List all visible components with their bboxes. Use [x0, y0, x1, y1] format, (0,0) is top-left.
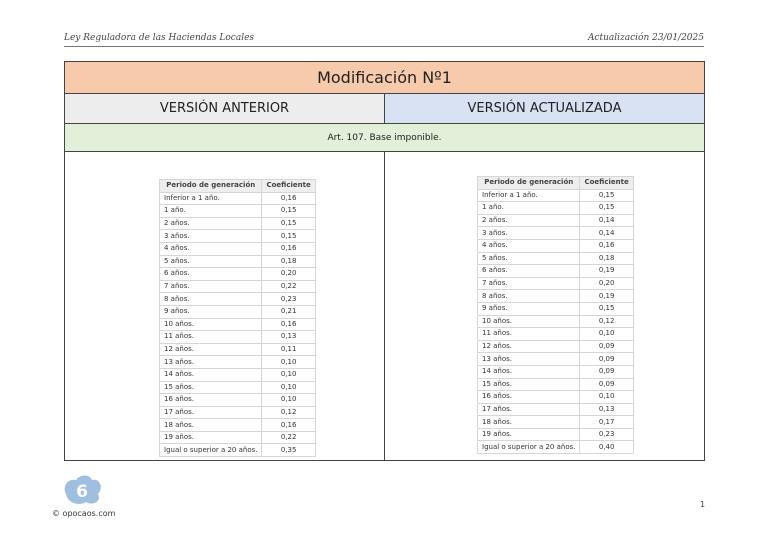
coefficient-cell: 0,15 [580, 302, 633, 315]
table-row [478, 416, 634, 429]
period-cell: 14 años. [160, 368, 262, 381]
table-row [160, 192, 316, 205]
coefficient-cell: 0,09 [580, 340, 633, 353]
table-row [160, 205, 316, 218]
table-row [478, 353, 634, 366]
coefficient-cell: 0,10 [580, 391, 633, 404]
table-row [160, 356, 316, 369]
period-cell: Igual o superior a 20 años. [160, 444, 262, 457]
table-row [478, 391, 634, 404]
comparison-table [64, 61, 705, 461]
content-row [65, 152, 704, 460]
period-cell: 1 año. [478, 202, 580, 215]
coefficient-cell: 0,15 [580, 202, 633, 215]
coefficient-cell: 0,12 [580, 315, 633, 328]
coefficient-cell: 0,22 [262, 431, 315, 444]
period-cell: 11 años. [478, 328, 580, 341]
header-divider [64, 46, 704, 47]
coefficient-header: Coeficiente [262, 180, 315, 193]
coefficient-cell: 0,16 [580, 239, 633, 252]
coefficient-cell: 0,16 [262, 318, 315, 331]
coefficient-cell: 0,18 [262, 255, 315, 268]
table-row [160, 331, 316, 344]
coefficient-cell: 0,18 [580, 252, 633, 265]
period-cell: 10 años. [160, 318, 262, 331]
article-heading: Art. 107. Base imponible. [65, 124, 704, 152]
period-cell: 17 años. [478, 403, 580, 416]
table-row [478, 302, 634, 315]
coefficient-cell: 0,10 [262, 381, 315, 394]
table-row [478, 265, 634, 278]
table-row [478, 428, 634, 441]
coefficient-cell: 0,15 [262, 217, 315, 230]
old-version-cell [65, 152, 385, 460]
coefficient-cell: 0,22 [262, 280, 315, 293]
period-cell: 18 años. [478, 416, 580, 429]
period-cell: 13 años. [160, 356, 262, 369]
table-row [160, 255, 316, 268]
period-cell: 1 año. [160, 205, 262, 218]
coefficient-cell: 0,15 [580, 189, 633, 202]
table-row [160, 343, 316, 356]
table-row [160, 444, 316, 457]
coefficient-cell: 0,13 [262, 331, 315, 344]
table-row [478, 365, 634, 378]
table-row [478, 202, 634, 215]
coefficient-cell: 0,17 [580, 416, 633, 429]
coefficient-cell: 0,21 [262, 305, 315, 318]
period-cell: 17 años. [160, 406, 262, 419]
coefficient-cell: 0,15 [262, 205, 315, 218]
period-cell: 6 años. [478, 265, 580, 278]
coefficient-cell: 0,10 [262, 368, 315, 381]
table-row [478, 403, 634, 416]
period-cell: 4 años. [160, 242, 262, 255]
period-cell: 18 años. [160, 419, 262, 432]
period-cell: 19 años. [478, 428, 580, 441]
coefficient-cell: 0,11 [262, 343, 315, 356]
coefficient-cell: 0,20 [580, 277, 633, 290]
coefficient-cell: 0,12 [262, 406, 315, 419]
coefficient-cell: 0,20 [262, 268, 315, 281]
period-cell: 9 años. [478, 302, 580, 315]
period-header: Periodo de generación [478, 177, 580, 190]
table-row [160, 381, 316, 394]
coefficient-cell: 0,14 [580, 214, 633, 227]
coefficient-cell: 0,16 [262, 192, 315, 205]
new-coefficient-table [477, 176, 634, 454]
period-cell: 13 años. [478, 353, 580, 366]
period-cell: 8 años. [160, 293, 262, 306]
period-cell: 12 años. [160, 343, 262, 356]
coefficient-cell: 0,16 [262, 419, 315, 432]
period-cell: 11 años. [160, 331, 262, 344]
new-version-heading: VERSIÓN ACTUALIZADA [385, 94, 704, 123]
period-cell: 7 años. [478, 277, 580, 290]
period-cell: 12 años. [478, 340, 580, 353]
table-row [160, 368, 316, 381]
table-row [160, 394, 316, 407]
period-cell: 16 años. [160, 394, 262, 407]
coefficient-cell: 0,40 [580, 441, 633, 454]
version-header-row [65, 94, 704, 124]
period-cell: Igual o superior a 20 años. [478, 441, 580, 454]
coefficient-cell: 0,19 [580, 290, 633, 303]
coefficient-cell: 0,13 [580, 403, 633, 416]
period-cell: 4 años. [478, 239, 580, 252]
coefficient-cell: 0,10 [262, 394, 315, 407]
table-row [160, 293, 316, 306]
table-row [160, 431, 316, 444]
coefficient-cell: 0,23 [262, 293, 315, 306]
page-number: 1 [700, 500, 706, 509]
table-row [478, 277, 634, 290]
coefficient-cell: 0,15 [262, 230, 315, 243]
old-version-heading: VERSIÓN ANTERIOR [65, 94, 385, 123]
period-cell: 7 años. [160, 280, 262, 293]
period-cell: 6 años. [160, 268, 262, 281]
coefficient-cell: 0,10 [580, 328, 633, 341]
period-cell: Inferior a 1 año. [160, 192, 262, 205]
table-row [478, 214, 634, 227]
opocaos-logo [58, 474, 106, 506]
coefficient-cell: 0,19 [580, 265, 633, 278]
table-row [160, 230, 316, 243]
period-cell: 3 años. [478, 227, 580, 240]
table-row [478, 340, 634, 353]
coefficient-cell: 0,09 [580, 378, 633, 391]
table-header-row [160, 180, 316, 193]
period-cell: 3 años. [160, 230, 262, 243]
coefficient-header: Coeficiente [580, 177, 633, 190]
period-cell: 5 años. [160, 255, 262, 268]
coefficient-cell: 0,09 [580, 365, 633, 378]
modification-title: Modificación Nº1 [65, 62, 704, 94]
coefficient-cell: 0,23 [580, 428, 633, 441]
running-header-right: Actualización 23/01/2025 [587, 33, 704, 43]
period-cell: Inferior a 1 año. [478, 189, 580, 202]
table-row [478, 227, 634, 240]
period-cell: 14 años. [478, 365, 580, 378]
period-cell: 19 años. [160, 431, 262, 444]
period-cell: 2 años. [478, 214, 580, 227]
table-row [478, 441, 634, 454]
table-header-row [478, 177, 634, 190]
table-row [478, 328, 634, 341]
old-coefficient-table [159, 179, 316, 457]
table-row [160, 419, 316, 432]
coefficient-cell: 0,10 [262, 356, 315, 369]
period-cell: 16 años. [478, 391, 580, 404]
coefficient-cell: 0,09 [580, 353, 633, 366]
table-row [478, 315, 634, 328]
table-row [478, 239, 634, 252]
period-cell: 5 años. [478, 252, 580, 265]
table-row [478, 189, 634, 202]
table-row [478, 378, 634, 391]
period-cell: 15 años. [160, 381, 262, 394]
table-row [478, 252, 634, 265]
new-version-cell [385, 152, 704, 460]
table-row [478, 290, 634, 303]
table-row [160, 406, 316, 419]
period-cell: 10 años. [478, 315, 580, 328]
logo-caption: © opocaos.com [52, 509, 116, 518]
table-row [160, 242, 316, 255]
period-cell: 15 años. [478, 378, 580, 391]
table-row [160, 217, 316, 230]
period-header: Periodo de generación [160, 180, 262, 193]
coefficient-cell: 0,16 [262, 242, 315, 255]
period-cell: 2 años. [160, 217, 262, 230]
logo-digit: 6 [76, 482, 88, 502]
table-row [160, 280, 316, 293]
table-row [160, 318, 316, 331]
period-cell: 8 años. [478, 290, 580, 303]
coefficient-cell: 0,14 [580, 227, 633, 240]
period-cell: 9 años. [160, 305, 262, 318]
table-row [160, 268, 316, 281]
coefficient-cell: 0,35 [262, 444, 315, 457]
table-row [160, 305, 316, 318]
running-header-left: Ley Reguladora de las Haciendas Locales [64, 33, 255, 43]
